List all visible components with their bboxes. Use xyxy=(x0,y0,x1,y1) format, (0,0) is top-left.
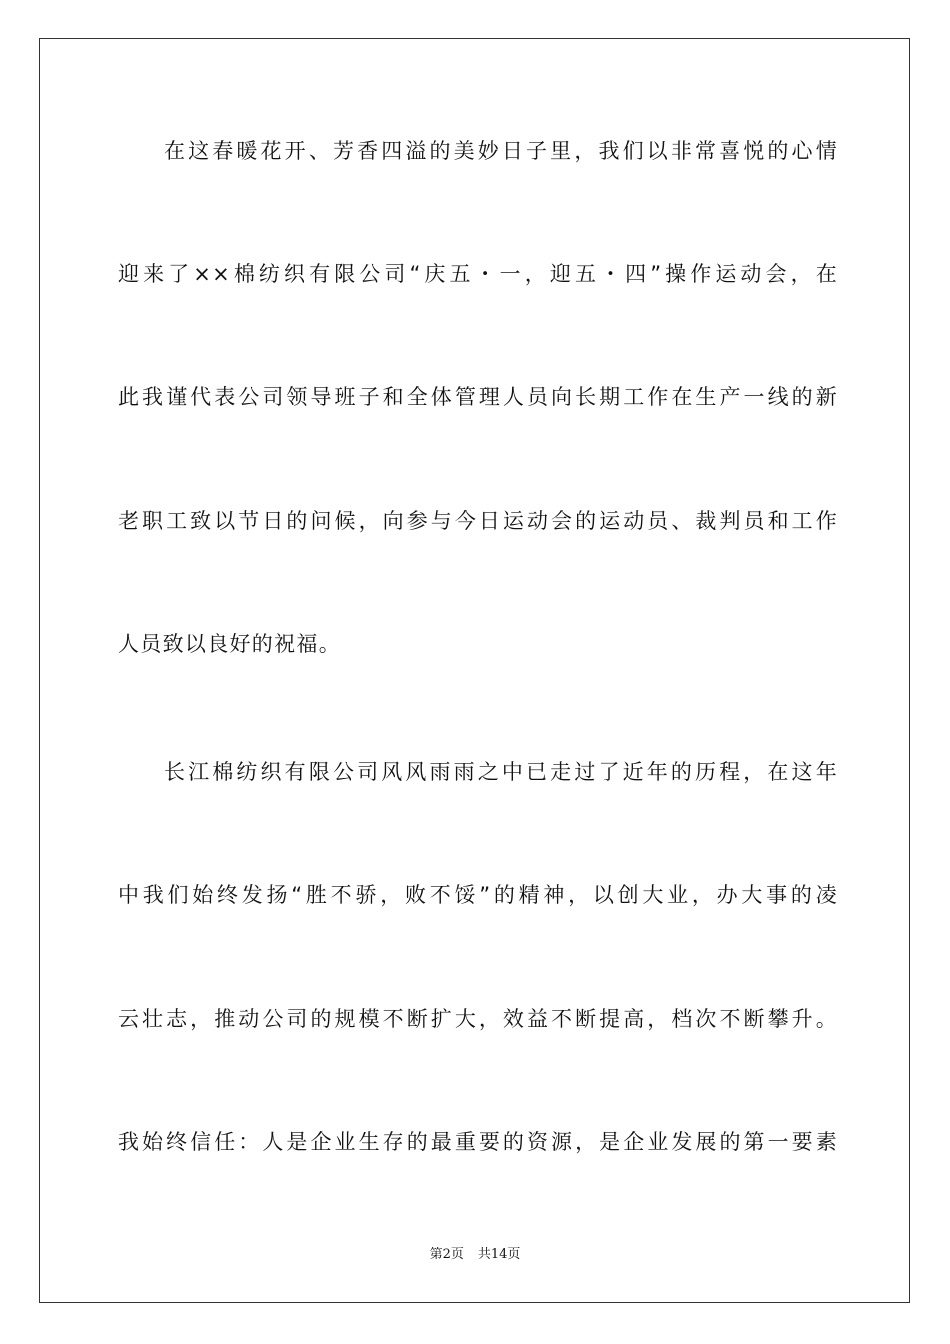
paragraph-2-line-3: 云壮志，推动公司的规模不断扩大，效益不断提高，档次不断攀升。 xyxy=(118,1007,838,1031)
paragraph-2-line-4: 我始终信任：人是企业生存的最重要的资源，是企业发展的第一要素 xyxy=(118,1130,838,1154)
page-total: 共14页 xyxy=(477,1247,521,1262)
paragraph-2-line-2: 中我们始终发扬“胜不骄，败不馁”的精神，以创大业，办大事的凌 xyxy=(118,883,838,907)
page-frame xyxy=(39,38,910,1303)
paragraph-1-line-2: 迎来了××棉纺织有限公司“庆五・一，迎五・四”操作运动会，在 xyxy=(118,262,838,286)
paragraph-1-line-5: 人员致以良好的祝福。 xyxy=(118,632,341,656)
paragraph-1-line-1: 在这春暖花开、芳香四溢的美妙日子里，我们以非常喜悦的心情 xyxy=(164,139,838,163)
paragraph-2-line-1: 长江棉纺织有限公司风风雨雨之中已走过了近年的历程，在这年 xyxy=(164,760,838,784)
page-footer xyxy=(0,1246,950,1264)
paragraph-1-line-3: 此我谨代表公司领导班子和全体管理人员向长期工作在生产一线的新 xyxy=(118,385,838,409)
page-number: 第2页 xyxy=(429,1247,464,1262)
paragraph-1-line-4: 老职工致以节日的问候，向参与今日运动会的运动员、裁判员和工作 xyxy=(118,509,838,533)
